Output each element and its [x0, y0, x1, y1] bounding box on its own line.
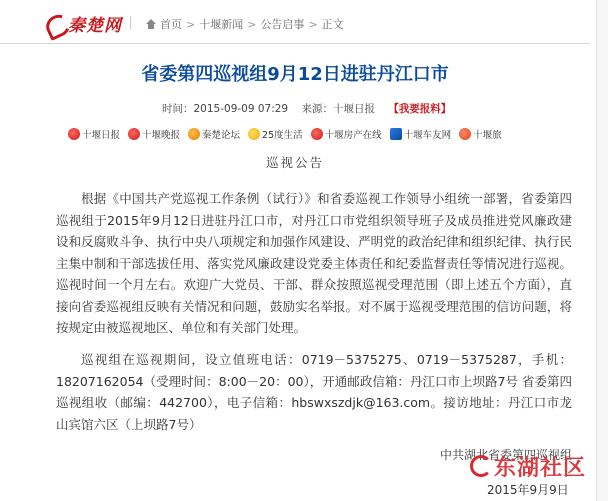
car-club-icon — [390, 128, 402, 140]
report-news-link[interactable]: 【我要报料】 — [388, 103, 452, 115]
site-header — [0, 0, 590, 44]
partner-label: 秦楚论坛 — [202, 130, 241, 141]
site-logo-text: 秦楚网 — [68, 15, 122, 36]
announcement-heading: 巡视公告 — [265, 155, 324, 170]
watermark-logo-icon — [470, 455, 492, 477]
breadcrumb-separator: > — [308, 17, 318, 31]
breadcrumb-notices[interactable]: 公告启事 — [260, 18, 305, 31]
partner-label: 十堰旅 — [473, 130, 502, 141]
article-source: 来源：十堰日报 — [301, 103, 375, 115]
partner-link-qinchu-forum[interactable] — [188, 127, 240, 141]
breadcrumb-separator: > — [186, 17, 196, 31]
article-signature: 中共湖北省委第四巡视组 — [440, 448, 573, 462]
article-title: 省委第四巡视组9月12日进驻丹江口市 — [141, 64, 449, 85]
partner-label: 十堰车友网 — [403, 130, 452, 141]
partner-label: 十堰晚报 — [142, 130, 181, 141]
article-time: 时间：2015-09-09 07:29 — [162, 103, 289, 115]
sun-icon — [248, 128, 260, 140]
bird-icon — [459, 128, 471, 140]
watermark — [470, 445, 600, 495]
breadcrumb-separator: > — [247, 17, 257, 31]
partner-link-house-online[interactable] — [311, 127, 382, 141]
breadcrumb-home[interactable]: 首页 — [160, 18, 182, 31]
header-divider — [130, 16, 131, 30]
partner-link-25du-life[interactable] — [248, 127, 303, 141]
logo-swirl-icon — [44, 12, 66, 34]
site-logo-link[interactable] — [44, 10, 122, 36]
article-meta — [162, 101, 451, 116]
breadcrumb — [146, 16, 344, 32]
article-paragraph: 巡视组在巡视期间，设立值班电话：0719－5375275、0719－5375287，手机：18207162054（受理时间：8:00－20：00），开通邮政信箱：丹江口市上坝路7号 省委第四巡视组收（邮编：442700），电子信箱：hbswxszdjk@163.com。接访地址：丹江口市龙山宾馆六区（上坝路7号） — [56, 352, 572, 432]
window-right-edge — [596, 0, 608, 501]
partner-link-travel[interactable] — [459, 127, 502, 141]
shiyan-daily-icon — [68, 128, 80, 140]
partner-link-car-club[interactable] — [390, 127, 452, 141]
partner-label: 25度生活 — [262, 130, 303, 141]
article-date: 2015年9月9日 — [487, 483, 569, 497]
qinchu-forum-icon — [188, 128, 200, 140]
partner-link-shiyan-evening[interactable] — [128, 127, 180, 141]
partner-label: 十堰房产在线 — [324, 130, 382, 141]
breadcrumb-current: 正文 — [321, 18, 344, 31]
home-icon — [146, 19, 156, 29]
house-online-icon — [311, 128, 323, 140]
partner-label: 十堰日报 — [82, 130, 121, 141]
watermark-text: 东湖社区 — [494, 455, 587, 481]
partner-link-shiyan-daily[interactable] — [68, 127, 120, 141]
breadcrumb-news[interactable]: 十堰新闻 — [199, 18, 244, 31]
shiyan-evening-icon — [128, 128, 140, 140]
article-paragraph: 根据《中国共产党巡视工作条例（试行）》和省委巡视工作领导小组统一部署，省委第四巡视组于2015年9月12日进驻丹江口市，对丹江口市党组织领导班子及成员推进党风廉政建设和反腐败斗争、执行中央八项规定和加强作风建设、严明党的政治纪律和组织纪律、执行民主集中制和干部选拔任用、落实党风廉政建设党委主体责任和纪委监督责任等情况进行巡视。巡视时间一个月左右。欢迎广大党员、干部、群众按照巡视受理范围（即上述五个方面），直接向省委巡视组反映有关情况和问题，鼓励实名举报。对不属于巡视受理范围的信访问题，将按规定由被巡视地区、单位和有关部门处理。 — [56, 191, 572, 335]
partner-sites-bar — [68, 125, 564, 143]
